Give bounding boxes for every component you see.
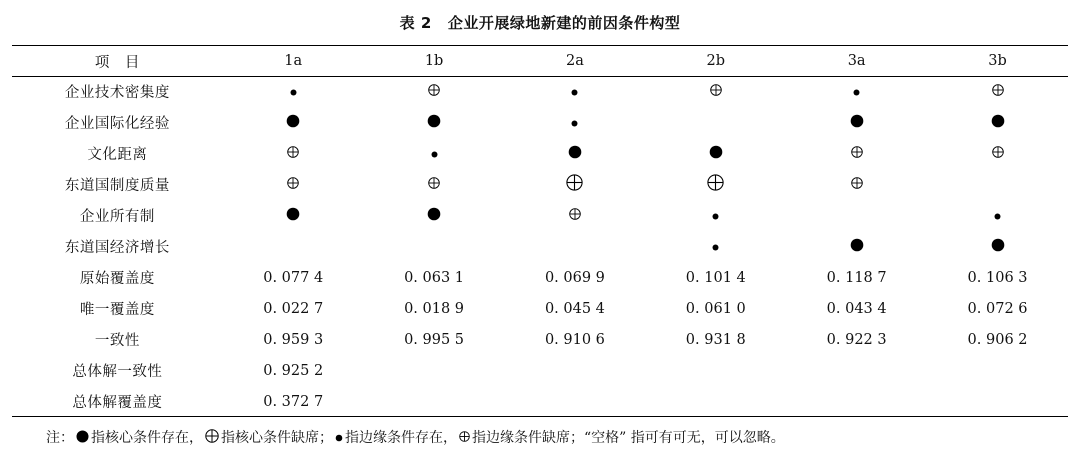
row-label: 企业技术密集度 <box>64 85 170 101</box>
marker-cell <box>223 200 364 231</box>
marker-cell <box>364 169 505 200</box>
small-oplus-icon <box>287 146 299 162</box>
value-cell: 0. 043 4 <box>826 300 887 317</box>
small-dot-icon <box>431 146 438 162</box>
row-label: 企业所有制 <box>79 209 155 225</box>
row-label: 东道国经济增长 <box>64 240 170 256</box>
big-dot-icon <box>427 207 441 225</box>
value-cell: 0. 931 8 <box>685 331 746 348</box>
big-dot-icon <box>850 238 864 256</box>
small-oplus-icon <box>710 84 722 100</box>
metric-row <box>12 262 1068 293</box>
note-peripheral-present: 指边缘条件存在， <box>345 430 457 446</box>
value-cell: 0. 118 7 <box>826 269 887 286</box>
big-dot-icon <box>568 145 582 163</box>
marker-cell <box>927 76 1068 107</box>
big-dot-icon <box>991 238 1005 256</box>
value-cell: 0. 906 2 <box>967 331 1028 348</box>
value-cell: 0. 101 4 <box>685 269 746 286</box>
metric-row <box>12 386 1068 417</box>
marker-cell <box>223 76 364 107</box>
small-oplus-icon <box>459 430 470 446</box>
big-dot-icon <box>850 114 864 132</box>
header-col-2b: 2b <box>706 53 726 69</box>
big-dot-icon <box>286 207 300 225</box>
value-cell: 0. 372 7 <box>263 393 324 410</box>
marker-cell <box>505 169 646 200</box>
row-label: 总体解覆盖度 <box>72 395 163 411</box>
marker-cell <box>645 169 786 200</box>
metric-row <box>12 324 1068 355</box>
small-oplus-icon <box>992 146 1004 162</box>
marker-cell <box>786 231 927 262</box>
note-peripheral-absent: 指边缘条件缺席；“空格” 指可有可无，可以忽略。 <box>472 430 785 446</box>
table-title-text: 企业开展绿地新建的前因条件构型 <box>447 14 681 32</box>
row-label: 原始覆盖度 <box>79 271 155 287</box>
marker-cell <box>505 76 646 107</box>
table-number: 表 2 <box>399 14 432 32</box>
header-col-2a: 2a <box>565 53 584 69</box>
value-cell <box>364 355 505 386</box>
marker-cell <box>223 107 364 138</box>
small-oplus-icon <box>569 208 581 224</box>
condition-row <box>12 231 1068 262</box>
marker-cell <box>786 76 927 107</box>
configuration-table <box>12 46 1068 417</box>
value-cell <box>364 386 505 417</box>
small-dot-icon <box>712 208 719 224</box>
value-cell <box>505 386 646 417</box>
value-cell: 0. 022 7 <box>263 300 324 317</box>
row-label: 唯一覆盖度 <box>79 302 155 318</box>
note-core-absent: 指核心条件缺席； <box>221 430 333 446</box>
value-cell: 0. 061 0 <box>685 300 746 317</box>
marker-cell <box>364 107 505 138</box>
table-title <box>0 12 1080 33</box>
marker-cell <box>645 200 786 231</box>
marker-cell <box>645 138 786 169</box>
small-dot-icon <box>571 84 578 100</box>
small-oplus-icon <box>992 84 1004 100</box>
row-label: 一致性 <box>94 333 140 349</box>
marker-cell <box>364 231 505 262</box>
value-cell: 0. 018 9 <box>404 300 465 317</box>
marker-cell <box>364 200 505 231</box>
value-cell: 0. 995 5 <box>404 331 465 348</box>
marker-cell <box>364 76 505 107</box>
big-dot-icon <box>991 114 1005 132</box>
marker-cell <box>786 107 927 138</box>
condition-row <box>12 169 1068 200</box>
note-core-present: 指核心条件存在， <box>91 430 203 446</box>
marker-cell <box>645 231 786 262</box>
marker-cell <box>927 107 1068 138</box>
big-dot-icon <box>76 430 89 447</box>
small-oplus-icon <box>428 177 440 193</box>
value-cell: 0. 045 4 <box>544 300 605 317</box>
small-dot-icon <box>994 208 1001 224</box>
small-oplus-icon <box>428 84 440 100</box>
marker-cell <box>927 138 1068 169</box>
marker-cell <box>645 76 786 107</box>
marker-cell <box>223 169 364 200</box>
small-oplus-icon <box>851 146 863 162</box>
note-prefix: 注： <box>46 430 74 446</box>
value-cell: 0. 959 3 <box>263 331 324 348</box>
value-cell <box>505 355 646 386</box>
big-dot-icon <box>709 145 723 163</box>
marker-cell <box>223 231 364 262</box>
small-dot-icon <box>335 430 343 446</box>
marker-cell <box>505 200 646 231</box>
small-oplus-icon <box>287 177 299 193</box>
marker-cell <box>786 169 927 200</box>
value-cell <box>786 355 927 386</box>
value-cell: 0. 910 6 <box>544 331 605 348</box>
row-label: 东道国制度质量 <box>64 178 170 194</box>
marker-cell <box>505 231 646 262</box>
header-col-1a: 1a <box>284 53 303 69</box>
header-col-1b: 1b <box>424 53 444 69</box>
value-cell: 0. 106 3 <box>967 269 1028 286</box>
small-dot-icon <box>853 84 860 100</box>
condition-row <box>12 76 1068 107</box>
marker-cell <box>786 138 927 169</box>
value-cell: 0. 922 3 <box>826 331 887 348</box>
big-oplus-icon <box>566 174 583 195</box>
big-dot-icon <box>286 114 300 132</box>
value-cell <box>786 386 927 417</box>
header-col-3b: 3b <box>988 53 1007 69</box>
marker-cell <box>927 200 1068 231</box>
row-label: 总体解一致性 <box>72 364 163 380</box>
small-dot-icon <box>712 239 719 255</box>
metric-row <box>12 293 1068 324</box>
small-dot-icon <box>290 84 297 100</box>
row-label: 文化距离 <box>87 147 148 163</box>
big-dot-icon <box>427 114 441 132</box>
marker-cell <box>223 138 364 169</box>
marker-cell <box>645 107 786 138</box>
value-cell: 0. 077 4 <box>263 269 324 286</box>
marker-cell <box>505 138 646 169</box>
value-cell: 0. 063 1 <box>404 269 465 286</box>
big-oplus-icon <box>707 174 724 195</box>
marker-cell <box>927 169 1068 200</box>
row-label: 企业国际化经验 <box>64 116 170 132</box>
condition-row <box>12 107 1068 138</box>
header-label: 项 目 <box>94 54 140 71</box>
value-cell <box>645 355 786 386</box>
header-row <box>12 46 1068 76</box>
marker-cell <box>786 200 927 231</box>
value-cell <box>927 355 1068 386</box>
value-cell: 0. 069 9 <box>544 269 605 286</box>
header-col-3a: 3a <box>847 53 866 69</box>
value-cell: 0. 072 6 <box>967 300 1028 317</box>
marker-cell <box>505 107 646 138</box>
value-cell <box>927 386 1068 417</box>
small-oplus-icon <box>851 177 863 193</box>
table-note <box>46 427 785 447</box>
condition-row <box>12 200 1068 231</box>
condition-row <box>12 138 1068 169</box>
small-dot-icon <box>571 115 578 131</box>
metric-row <box>12 355 1068 386</box>
value-cell <box>645 386 786 417</box>
value-cell: 0. 925 2 <box>263 362 324 379</box>
big-oplus-icon <box>205 429 219 447</box>
marker-cell <box>927 231 1068 262</box>
marker-cell <box>364 138 505 169</box>
